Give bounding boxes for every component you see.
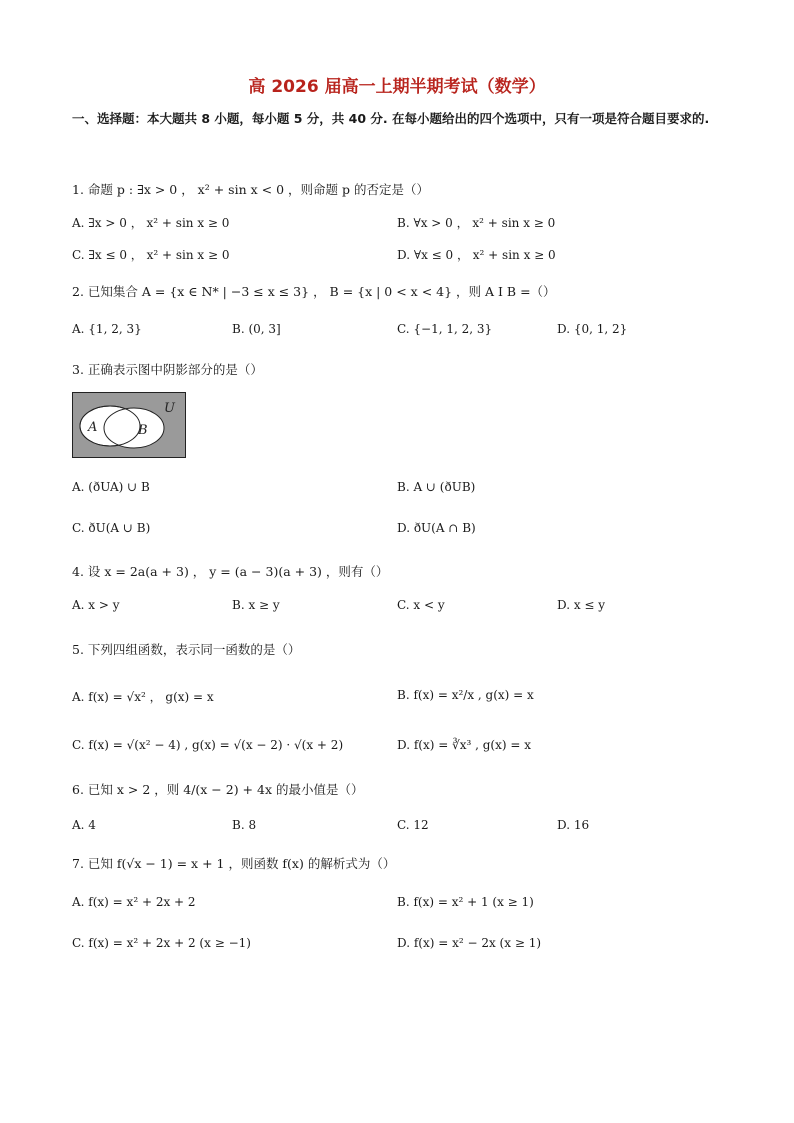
question-5-option-d[interactable]: D. f(x) = ∛x³ , g(x) = x [397,738,532,752]
question-5-stem: 5. 下列四组函数，表示同一函数的是（） [72,642,301,657]
question-7-option-b[interactable]: B. f(x) = x² + 1 (x ≥ 1) [397,895,534,909]
question-6-option-a[interactable]: A. 4 [72,818,96,832]
question-6-stem: 6. 已知 x > 2 ，则 4/(x − 2) + 4x 的最小值是（） [72,782,364,797]
venn-label-b: B [138,423,148,438]
venn-label-u: U [164,401,175,416]
page-title: 高 2026 届高一上期半期考试（数学） [248,77,546,97]
question-6-option-d[interactable]: D. 16 [557,818,590,832]
question-5-option-c[interactable]: C. f(x) = √(x² − 4) , g(x) = √(x − 2) · √(x + 2) [72,738,344,752]
question-3-option-b[interactable]: B. A ∪ (ðUB) [397,480,476,494]
question-2-option-d[interactable]: D. {0, 1, 2} [557,322,628,336]
question-4-option-c[interactable]: C. x < y [397,598,445,612]
question-1-option-c[interactable]: C. ∃x ≤ 0 ， x² + sin x ≥ 0 [72,248,230,262]
question-5-option-b[interactable]: B. f(x) = x²/x , g(x) = x [397,688,534,702]
question-2-stem: 2. 已知集合 A = {x ∈ N* | −3 ≤ x ≤ 3} ， B = {x | 0 < x < 4} ，则 A I B =（） [72,284,556,299]
question-7-option-d[interactable]: D. f(x) = x² − 2x (x ≥ 1) [397,936,542,950]
section-heading: 一、选择题：本大题共 8 小题，每小题 5 分，共 40 分. 在每小题给出的四个选项中，只有一项是符合题目要求的. [72,111,710,126]
question-1-option-a[interactable]: A. ∃x > 0 ， x² + sin x ≥ 0 [72,216,230,230]
venn-diagram [72,392,186,458]
question-3-stem: 3. 正确表示图中阴影部分的是（） [72,362,263,377]
question-1-option-b[interactable]: B. ∀x > 0 ， x² + sin x ≥ 0 [397,216,556,230]
question-3-option-a[interactable]: A. (ðUA) ∪ B [72,480,150,494]
venn-label-a: A [88,420,98,435]
question-4-stem: 4. 设 x = 2a(a + 3) ， y = (a − 3)(a + 3) ，则有（） [72,564,389,579]
question-4-option-b[interactable]: B. x ≥ y [232,598,280,612]
question-2-option-b[interactable]: B. (0, 3] [232,322,281,336]
question-2-option-c[interactable]: C. {−1, 1, 2, 3} [397,322,493,336]
question-4-option-a[interactable]: A. x > y [72,598,120,612]
question-6-option-b[interactable]: B. 8 [232,818,257,832]
question-1-option-d[interactable]: D. ∀x ≤ 0 ， x² + sin x ≥ 0 [397,248,556,262]
question-7-stem: 7. 已知 f(√x − 1) = x + 1 ，则函数 f(x) 的解析式为（） [72,856,396,871]
question-3-option-d[interactable]: D. ðU(A ∩ B) [397,521,476,535]
question-5-option-a[interactable]: A. f(x) = √x² ， g(x) = x [72,690,214,704]
question-3-option-c[interactable]: C. ðU(A ∪ B) [72,521,151,535]
question-2-option-a[interactable]: A. {1, 2, 3} [72,322,142,336]
question-7-option-a[interactable]: A. f(x) = x² + 2x + 2 [72,895,196,909]
question-1-stem: 1. 命题 p : ∃x > 0 ， x² + sin x < 0 ，则命题 p 的否定是（） [72,182,429,197]
question-7-option-c[interactable]: C. f(x) = x² + 2x + 2 (x ≥ −1) [72,936,251,950]
question-4-option-d[interactable]: D. x ≤ y [557,598,606,612]
question-6-option-c[interactable]: C. 12 [397,818,429,832]
